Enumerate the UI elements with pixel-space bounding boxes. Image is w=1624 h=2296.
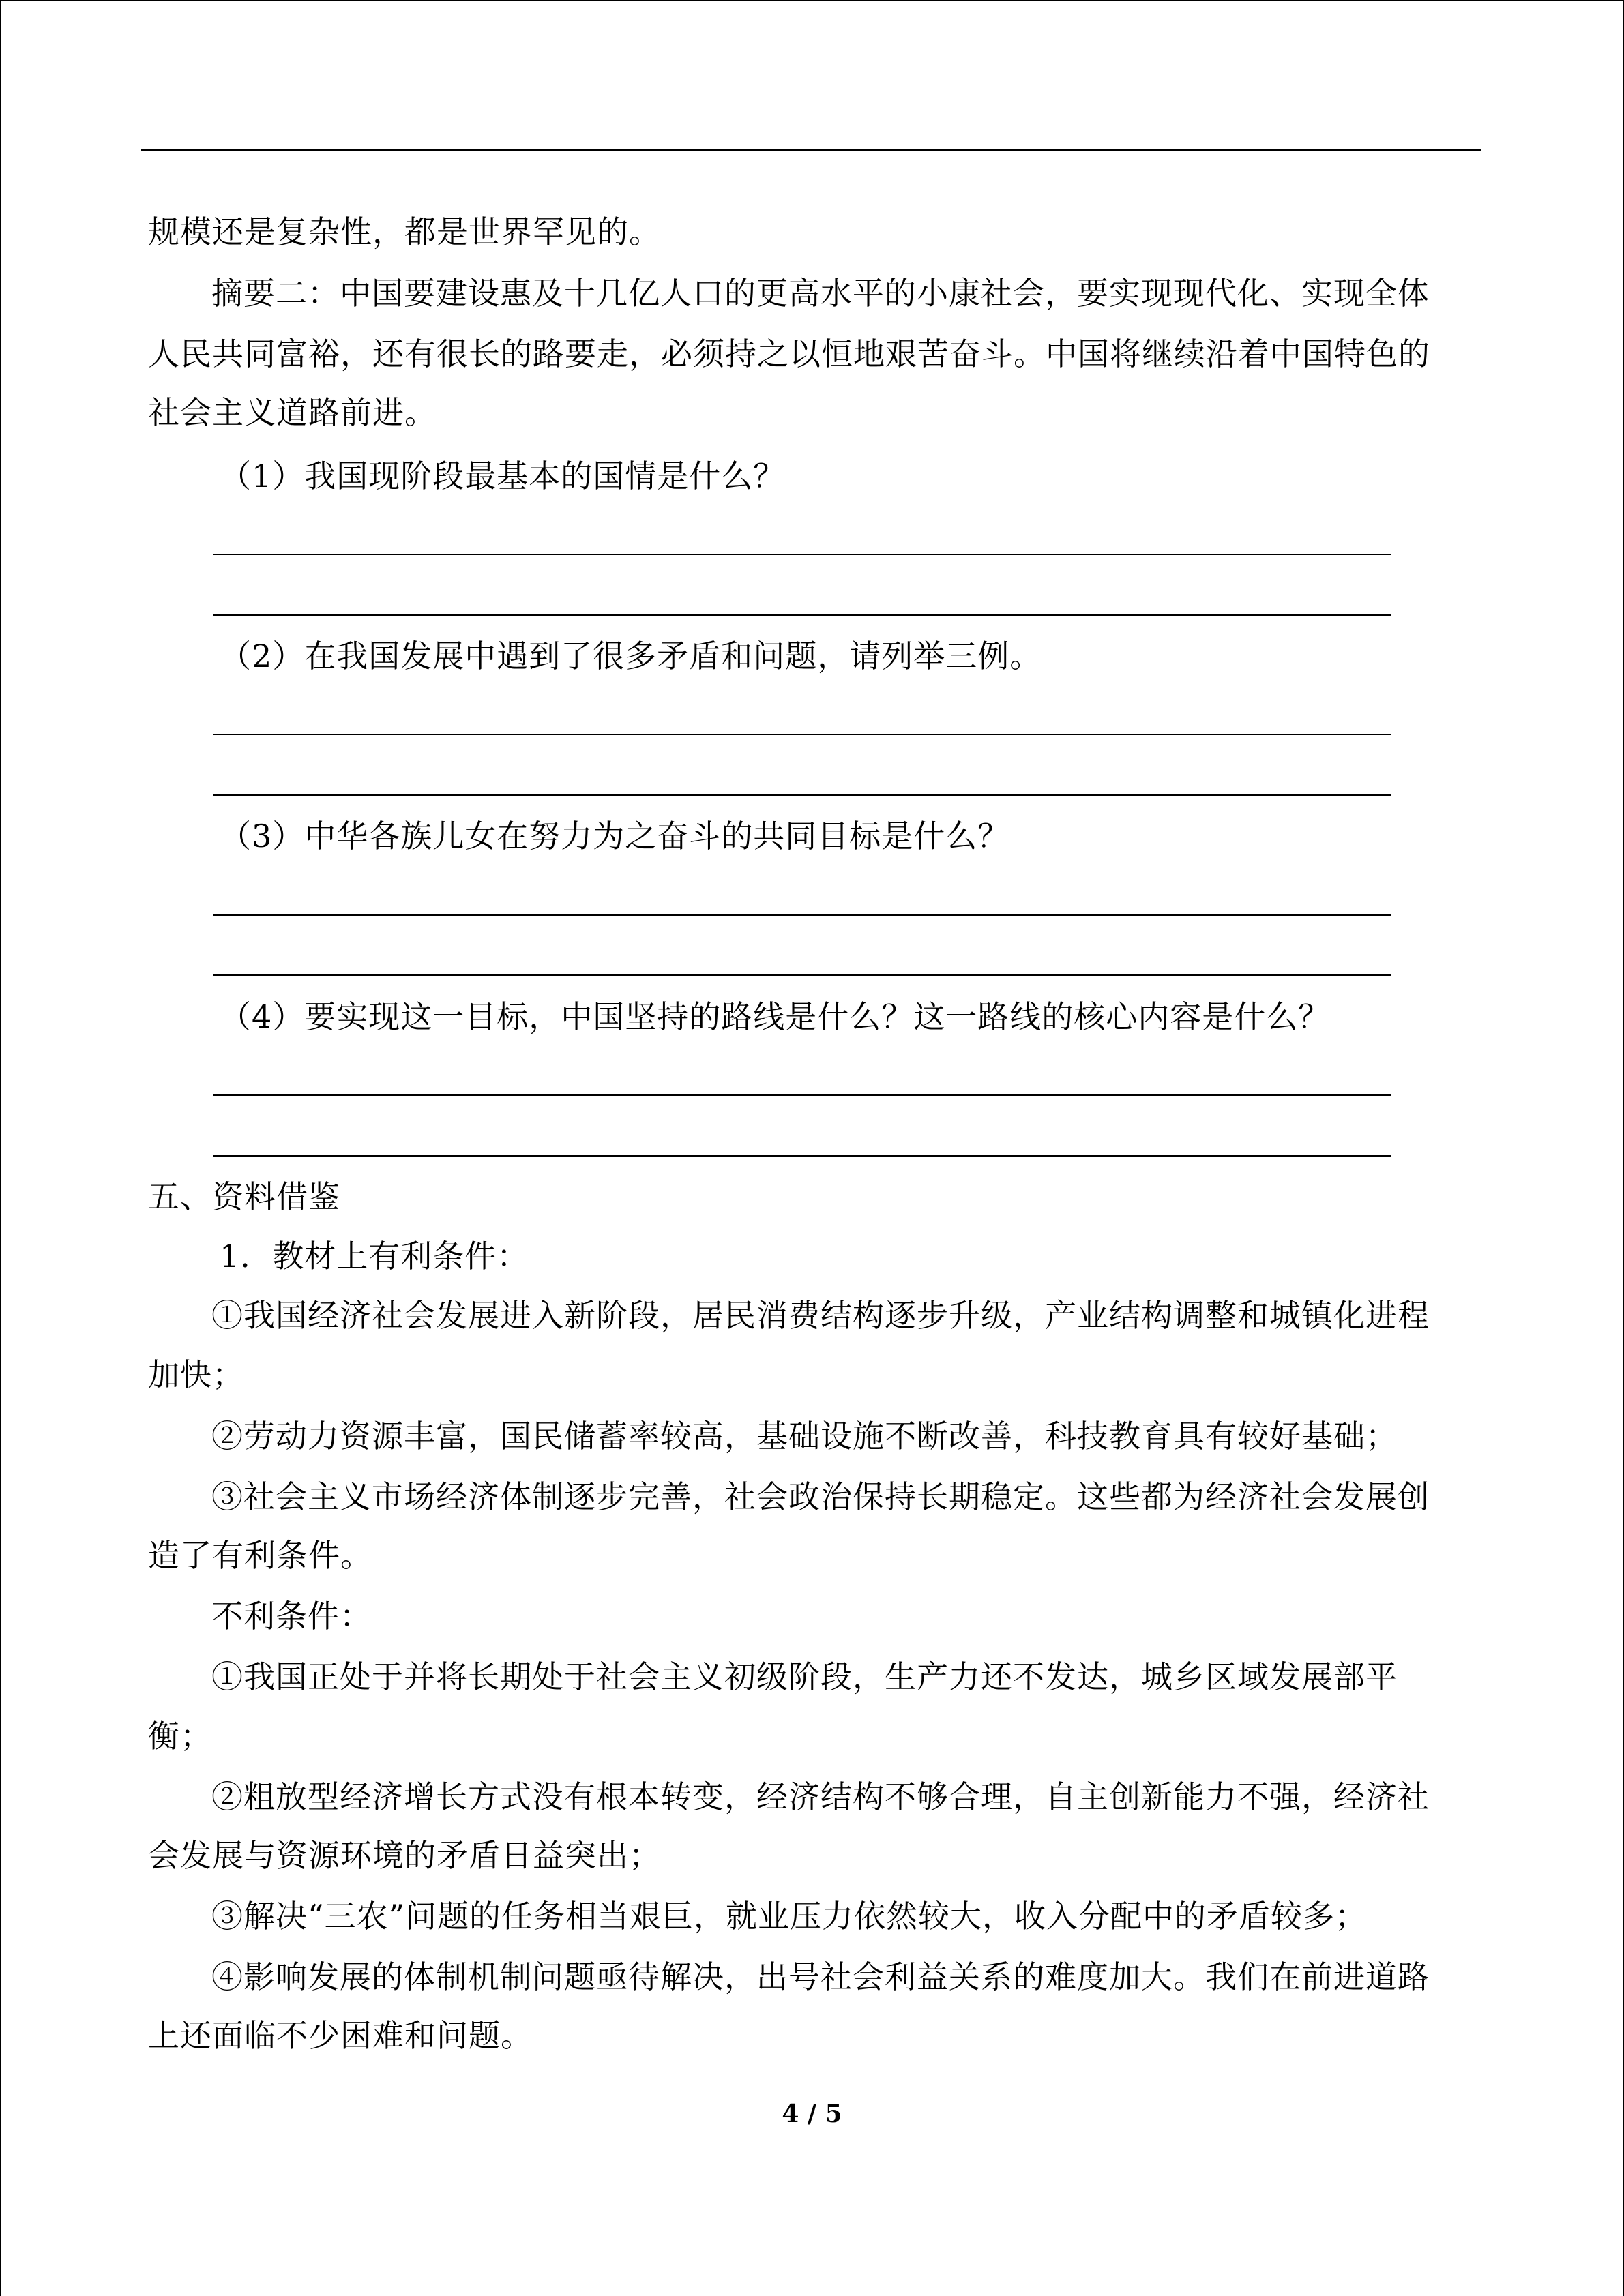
favorable-2: ②劳动力资源丰富，国民储蓄率较高，基础设施不断改善，科技教育具有较好基础； [211,1418,1398,1455]
page-border-left [0,0,1,2296]
answer-line-1b[interactable] [213,614,1391,616]
favorable-3-line-2: 造了有利条件。 [148,1537,372,1574]
favorable-3-line-1: ③社会主义市场经济体制逐步完善，社会政治保持长期稳定。这些都为经济社会发展创 [211,1478,1430,1515]
summary-two-line-3: 社会主义道路前进。 [148,394,437,431]
favorable-title: 1．教材上有利条件： [220,1238,529,1274]
question-3: （3）中华各族儿女在努力为之奋斗的共同目标是什么？ [220,818,1010,854]
unfavorable-2-line-1: ②粗放型经济增长方式没有根本转变，经济结构不够合理，自主创新能力不强，经济社 [211,1778,1430,1815]
answer-line-4b[interactable] [213,1155,1391,1157]
page-number: 4 / 5 [782,2100,842,2128]
answer-line-2b[interactable] [213,794,1391,796]
summary-two-line-1: 摘要二：中国要建设惠及十几亿人口的更高水平的小康社会，要实现现代化、实现全体 [211,275,1430,312]
question-4: （4）要实现这一目标，中国坚持的路线是什么？这一路线的核心内容是什么？ [220,998,1331,1035]
favorable-1-line-2: 加快； [148,1356,244,1393]
question-2: （2）在我国发展中遇到了很多矛盾和问题，请列举三例。 [220,638,1042,674]
unfavorable-1-line-1: ①我国正处于并将长期处于社会主义初级阶段，生产力还不发达，城乡区域发展部平 [211,1658,1398,1695]
unfavorable-title: 不利条件： [211,1598,372,1635]
unfavorable-2-line-2: 会发展与资源环境的矛盾日益突出； [148,1837,661,1874]
answer-line-1a[interactable] [213,554,1391,555]
unfavorable-1-line-2: 衡； [148,1718,212,1755]
answer-line-2a[interactable] [213,734,1391,735]
answer-line-3a[interactable] [213,914,1391,916]
unfavorable-3: ③解决“三农”问题的任务相当艰巨，就业压力依然较大，收入分配中的矛盾较多； [211,1898,1368,1935]
answer-line-4a[interactable] [213,1094,1391,1096]
header-rule [141,149,1481,151]
continuation-text: 规模还是复杂性，都是世界罕见的。 [148,213,661,250]
answer-line-3b[interactable] [213,974,1391,976]
unfavorable-4-line-2: 上还面临不少困难和问题。 [148,2017,533,2054]
summary-two-line-2: 人民共同富裕，还有很长的路要走，必须持之以恒地艰苦奋斗。中国将继续沿着中国特色的 [148,336,1430,372]
section-five-title: 五、资料借鉴 [148,1178,340,1215]
question-1: （1）我国现阶段最基本的国情是什么？ [220,458,786,494]
page-border-top [0,0,1624,1]
favorable-1-line-1: ①我国经济社会发展进入新阶段，居民消费结构逐步升级，产业结构调整和城镇化进程 [211,1297,1430,1334]
unfavorable-4-line-1: ④影响发展的体制机制问题亟待解决，出号社会利益关系的难度加大。我们在前进道路 [211,1958,1430,1995]
